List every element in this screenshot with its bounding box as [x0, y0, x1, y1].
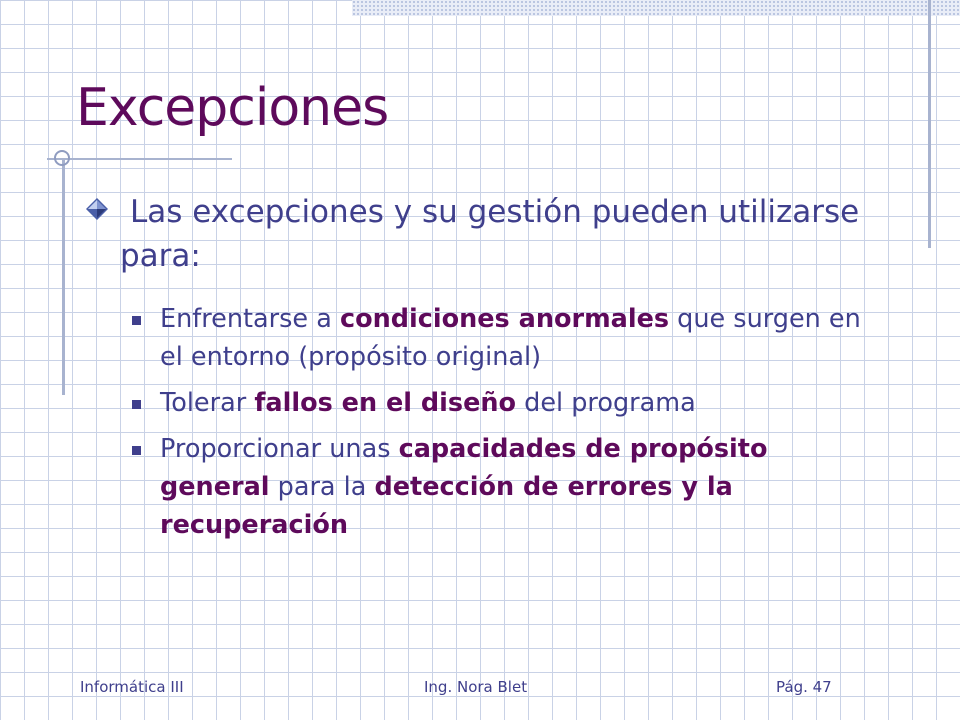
bullet-text: del programa: [516, 388, 696, 418]
list-item-abnormal-conditions: [132, 300, 872, 376]
bullet-text: Enfrentarse a: [160, 304, 340, 334]
footer-page-number: Pág. 47: [776, 678, 832, 696]
sub-bullet-list: [132, 300, 872, 552]
bullet-text: que surgen en el entorno (propósito original): [160, 304, 861, 372]
bullet-text: Tolerar: [160, 388, 255, 418]
bullet-text: para la: [269, 472, 375, 502]
square-bullet-icon: [132, 400, 141, 409]
intro-bullet: [86, 190, 866, 278]
bullet-emphasis: capacidades de propósito general: [160, 434, 768, 502]
square-bullet-icon: [132, 316, 141, 325]
intro-text: Las excepciones y su gestión pueden utilizarse para:: [120, 194, 860, 274]
right-frame-line: [928, 0, 931, 248]
bullet-emphasis: detección de errores y la recuperación: [160, 472, 733, 540]
list-item-design-faults: [132, 384, 872, 422]
corner-circle-ornament: [54, 150, 70, 166]
left-frame-line: [62, 160, 65, 395]
slide-title: Excepciones: [76, 78, 389, 138]
title-underline: [47, 158, 232, 160]
top-decorative-band: [352, 0, 960, 16]
bullet-emphasis: fallos en el diseño: [254, 388, 517, 418]
footer-course: Informática III: [80, 678, 184, 696]
bullet-text: Proporcionar unas: [160, 434, 399, 464]
diamond-bullet-icon: [86, 198, 108, 220]
bullet-emphasis: condiciones anormales: [339, 304, 670, 334]
footer-author: Ing. Nora Blet: [424, 678, 528, 696]
list-item-general-capabilities: [132, 430, 872, 544]
square-bullet-icon: [132, 446, 141, 455]
